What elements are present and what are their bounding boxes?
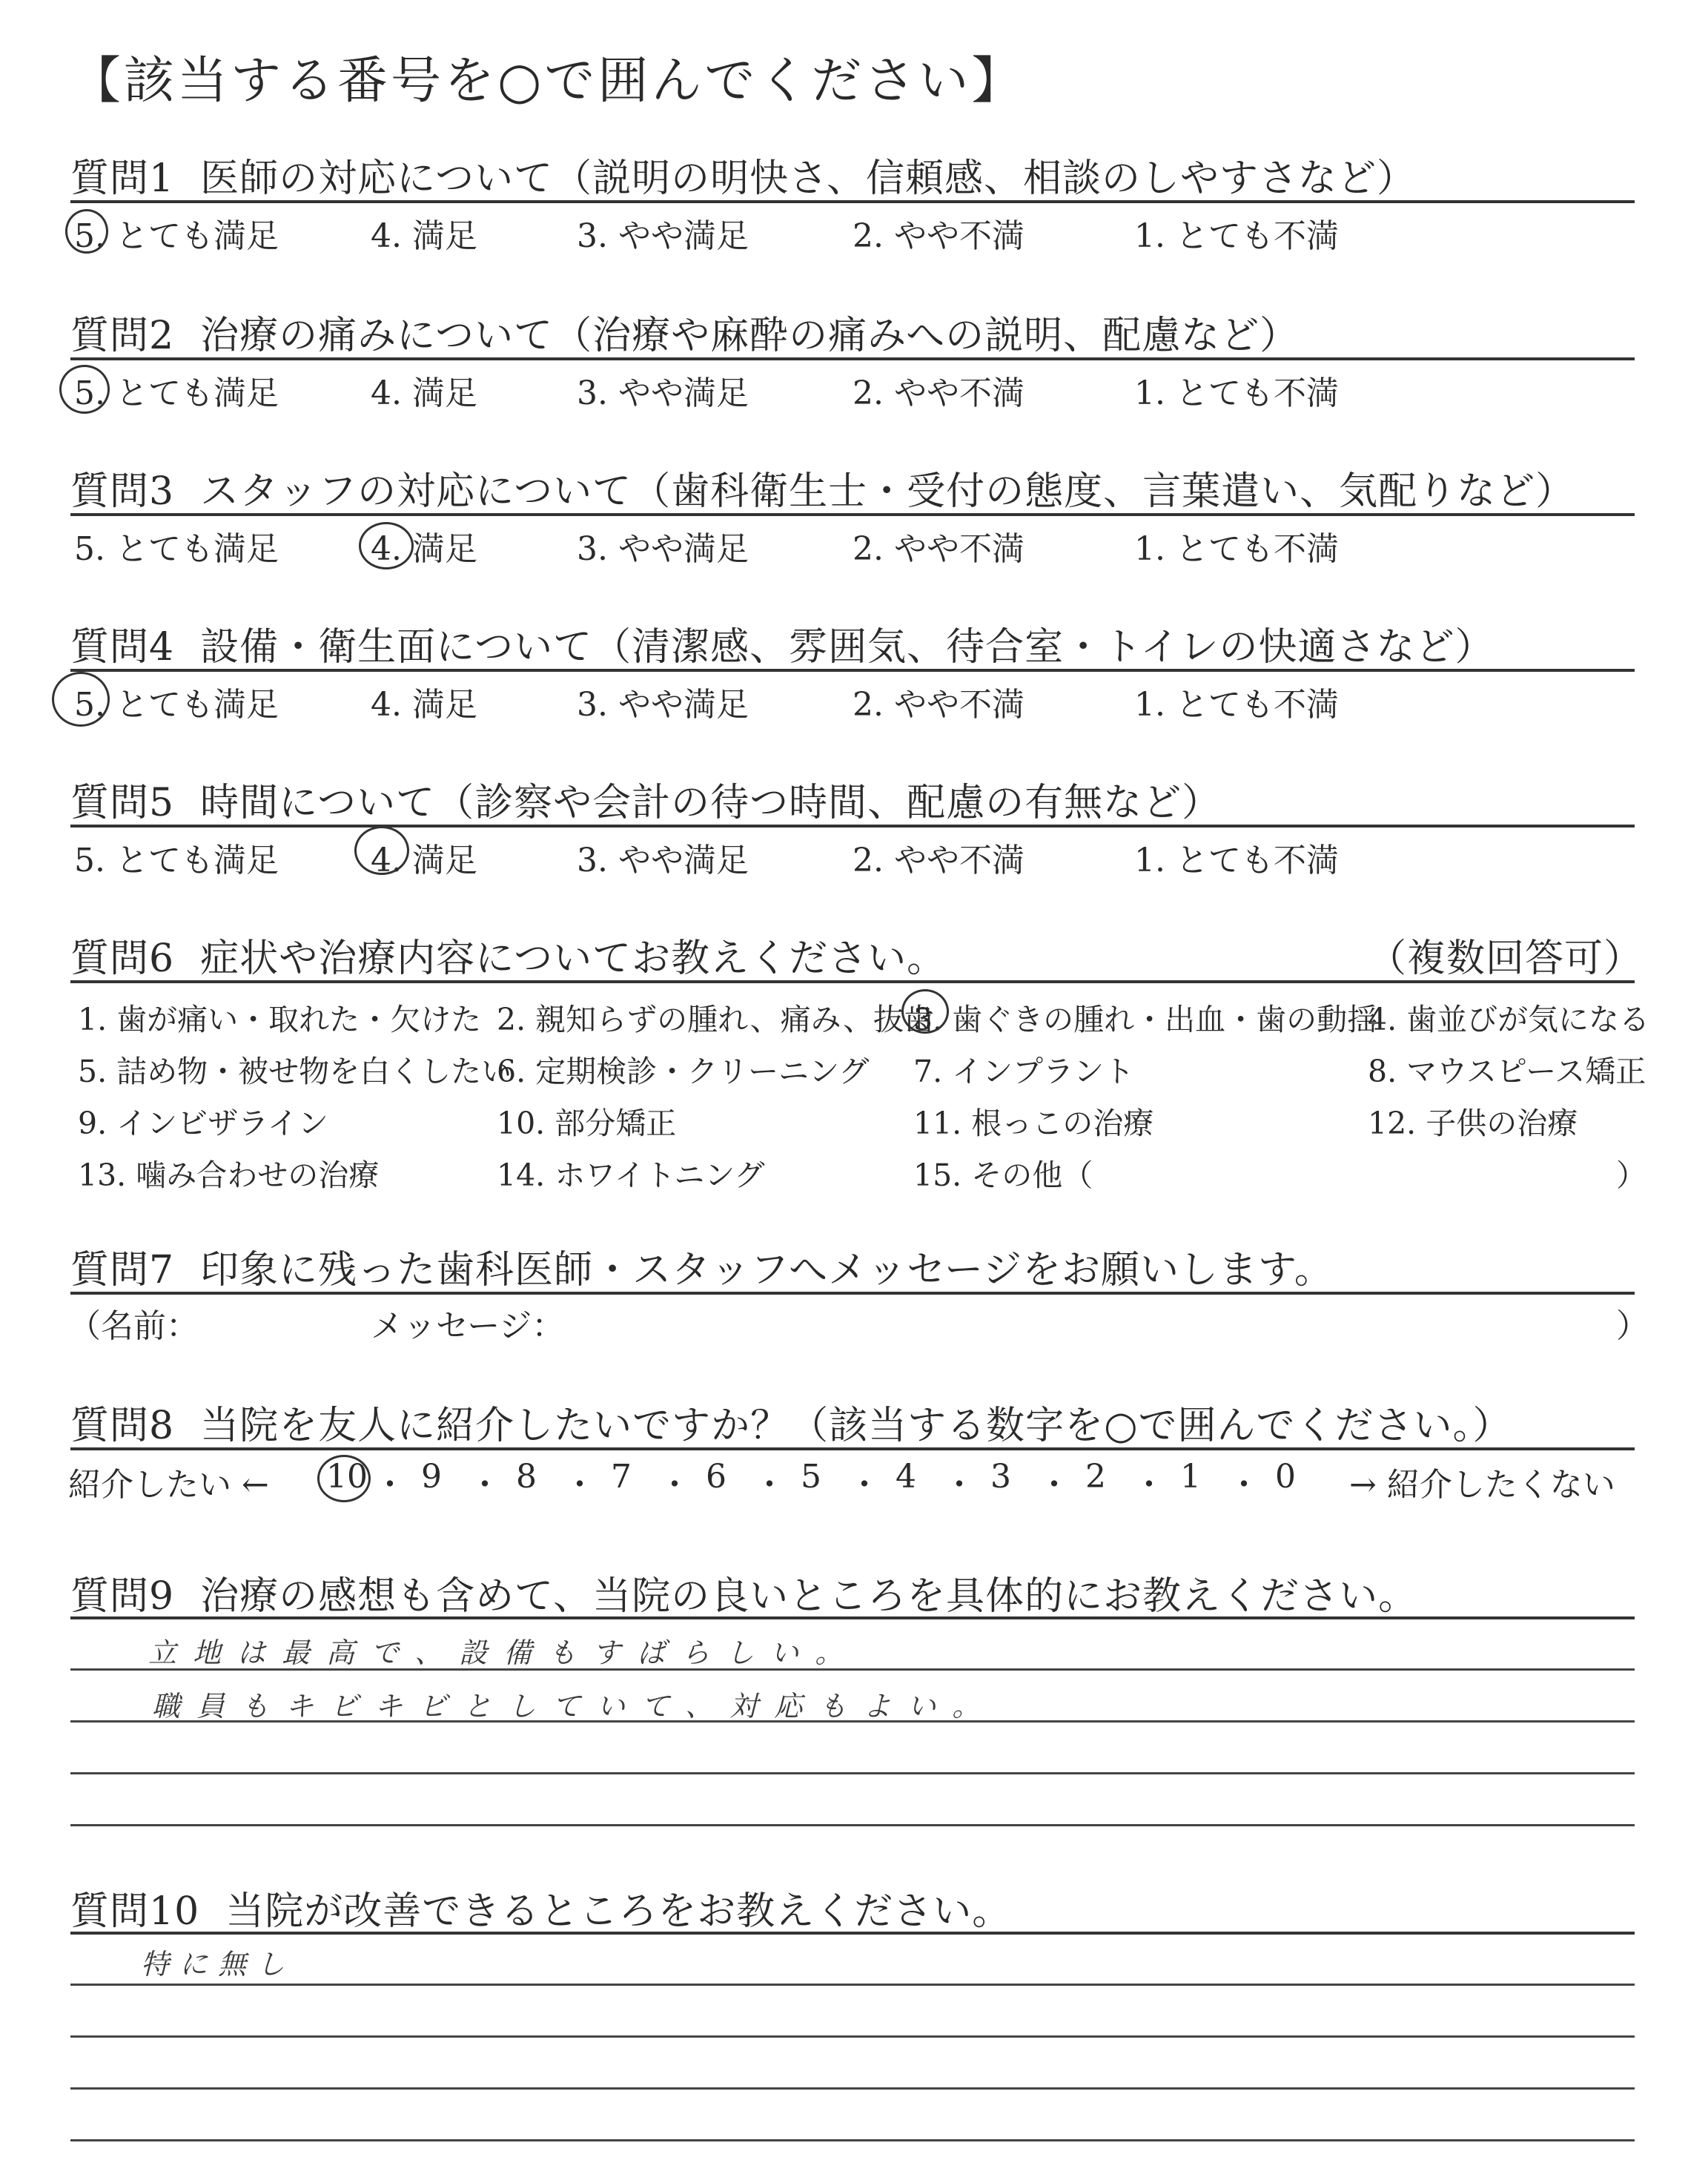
q8-scale-value-3[interactable]: 3 — [990, 1458, 1011, 1496]
q2-selection-circle — [59, 365, 110, 414]
q6-rule — [70, 980, 1635, 983]
q8-rule — [70, 1447, 1635, 1450]
q9-answer-line-3 — [70, 1772, 1635, 1774]
q6-option-4[interactable]: 4. 歯並びが気になる — [1368, 1002, 1650, 1037]
q9-text: 治療の感想も含めて、当院の良いところを具体的にお教えください。 — [200, 1574, 1418, 1619]
q6-note: （複数回答可） — [1368, 937, 1644, 981]
q8-scale-separator: ・ — [563, 1466, 596, 1504]
q6-option-1[interactable]: 1. 歯が痛い・取れた・欠けた — [78, 1002, 482, 1037]
q2-option-4[interactable]: 4. 満足 — [371, 374, 477, 412]
q8-scale-separator: ・ — [753, 1466, 786, 1504]
q6-option-13[interactable]: 13. 噛み合わせの治療 — [78, 1157, 380, 1193]
q7-text: 印象に残った歯科医師・スタッフへメッセージをお願いします。 — [200, 1248, 1334, 1292]
q6-option-12[interactable]: 12. 子供の治療 — [1368, 1106, 1578, 1141]
q5-selection-circle — [354, 826, 409, 875]
q7-heading — [70, 1238, 1334, 1294]
q4-rule — [70, 669, 1635, 672]
q6-option-10[interactable]: 10. 部分矯正 — [497, 1106, 677, 1141]
q10-text: 当院が改善できるところをお教えください。 — [225, 1889, 1012, 1934]
q5-text: 時間について（診察や会計の待つ時間、配慮の有無など） — [200, 781, 1222, 825]
q5-label: 質問5 — [70, 781, 175, 825]
q10-answer-line-2 — [70, 2035, 1635, 2038]
q3-option-2[interactable]: 2. やや不満 — [853, 530, 1025, 568]
q6-option-2[interactable]: 2. 親知らずの腫れ、痛み、抜歯 — [497, 1002, 935, 1037]
q8-scale-separator: ・ — [1228, 1466, 1260, 1504]
q3-option-1[interactable]: 1. とても不満 — [1134, 530, 1339, 568]
q4-option-4[interactable]: 4. 満足 — [371, 686, 477, 724]
q8-scale-separator: ・ — [1133, 1466, 1165, 1504]
q5-rule — [70, 825, 1635, 828]
q8-scale-separator: ・ — [848, 1466, 881, 1504]
q9-handwritten-answer-2[interactable]: 職員もキビキビとしていて、対応もよい。 — [152, 1690, 997, 1723]
q8-scale-value-8[interactable]: 8 — [516, 1458, 537, 1496]
q5-option-5[interactable]: 5. とても満足 — [74, 842, 279, 879]
q4-option-5[interactable]: 5. とても満足 — [74, 686, 279, 724]
q6-option-11[interactable]: 11. 根っこの治療 — [913, 1106, 1154, 1141]
q8-heading — [70, 1394, 1512, 1450]
q6-option-3[interactable]: 3. 歯ぐきの腫れ・出血・歯の動揺 — [913, 1002, 1378, 1037]
q10-answer-line-3 — [70, 2087, 1635, 2090]
q3-heading — [70, 460, 1575, 515]
q10-rule — [70, 1932, 1635, 1935]
q2-heading — [70, 304, 1299, 360]
q6-other-close-paren: ） — [1616, 1157, 1646, 1193]
q9-rule — [70, 1616, 1635, 1619]
q1-rule — [70, 200, 1635, 203]
q8-left-label: 紹介したい ← — [68, 1466, 269, 1504]
q1-text: 医師の対応について（説明の明快さ、信頼感、相談のしやすさなど） — [200, 156, 1417, 201]
q1-option-1[interactable]: 1. とても不満 — [1134, 217, 1339, 255]
q9-handwritten-answer-1[interactable]: 立地は最高で、設備もすばらしい。 — [148, 1636, 860, 1669]
q3-label: 質問3 — [70, 469, 175, 514]
q5-option-2[interactable]: 2. やや不満 — [853, 842, 1025, 879]
q1-option-4[interactable]: 4. 満足 — [371, 217, 477, 255]
q8-scale-value-0[interactable]: 0 — [1275, 1458, 1296, 1496]
q8-scale-separator: ・ — [943, 1466, 976, 1504]
q8-label: 質問8 — [70, 1404, 175, 1448]
q6-option-9[interactable]: 9. インビザライン — [78, 1106, 328, 1141]
q5-heading — [70, 771, 1221, 827]
q4-label: 質問4 — [70, 625, 175, 670]
q8-scale-value-5[interactable]: 5 — [801, 1458, 821, 1496]
q2-text: 治療の痛みについて（治療や麻酔の痛みへの説明、配慮など） — [200, 314, 1300, 358]
q7-close-paren: ） — [1616, 1307, 1649, 1345]
q2-option-2[interactable]: 2. やや不満 — [853, 374, 1025, 412]
q2-label: 質問2 — [70, 314, 175, 358]
q5-option-1[interactable]: 1. とても不満 — [1134, 842, 1339, 879]
q4-selection-circle — [52, 672, 110, 727]
q10-answer-line-1 — [70, 1984, 1635, 1986]
q6-option-14[interactable]: 14. ホワイトニング — [497, 1157, 765, 1193]
q8-scale-value-1[interactable]: 1 — [1180, 1458, 1201, 1496]
q8-text: 当院を友人に紹介したいですか？（該当する数字を○で囲んでください。） — [200, 1404, 1512, 1448]
q8-scale-separator: ・ — [374, 1466, 406, 1504]
q6-option-8[interactable]: 8. マウスピース矯正 — [1368, 1054, 1646, 1089]
q8-scale-separator: ・ — [469, 1466, 501, 1504]
q1-option-2[interactable]: 2. やや不満 — [853, 217, 1025, 255]
q6-selection-circle — [901, 989, 949, 1034]
q1-option-3[interactable]: 3. やや満足 — [577, 217, 749, 255]
q8-scale-value-4[interactable]: 4 — [896, 1458, 916, 1496]
q4-option-2[interactable]: 2. やや不満 — [853, 686, 1025, 724]
q3-rule — [70, 513, 1635, 516]
q4-option-1[interactable]: 1. とても不満 — [1134, 686, 1339, 724]
q7-label: 質問7 — [70, 1248, 175, 1292]
q6-text: 症状や治療内容についてお教えください。 — [200, 937, 947, 981]
q8-selection-circle — [317, 1455, 371, 1502]
q5-option-3[interactable]: 3. やや満足 — [577, 842, 749, 879]
q6-option-15[interactable]: 15. その他（ — [913, 1157, 1093, 1193]
q6-heading — [70, 927, 946, 982]
q6-option-5[interactable]: 5. 詰め物・被せ物を白くしたい — [78, 1054, 512, 1089]
q1-selection-circle — [65, 209, 108, 254]
q4-text: 設備・衛生面について（清潔感、雰囲気、待合室・トイレの快適さなど） — [200, 625, 1494, 670]
q9-heading — [70, 1565, 1417, 1620]
q6-option-7[interactable]: 7. インプラント — [913, 1054, 1135, 1089]
q8-scale-separator: ・ — [1038, 1466, 1070, 1504]
q4-heading — [70, 615, 1494, 671]
q7-rule — [70, 1292, 1635, 1295]
q10-handwritten-answer-1[interactable]: 特に無し — [141, 1948, 296, 1981]
q7-message-label: メッセージ： — [371, 1307, 565, 1345]
q2-option-5[interactable]: 5. とても満足 — [74, 374, 279, 412]
q6-option-6[interactable]: 6. 定期検診・クリーニング — [497, 1054, 870, 1089]
q8-right-label: → 紹介したくない — [1349, 1466, 1615, 1504]
page-title: 【該当する番号を○で囲んでください】 — [70, 52, 1025, 110]
q8-scale-value-2[interactable]: 2 — [1085, 1458, 1106, 1496]
q8-scale-value-7[interactable]: 7 — [611, 1458, 632, 1496]
q9-label: 質問9 — [70, 1574, 175, 1619]
q4-option-3[interactable]: 3. やや満足 — [577, 686, 749, 724]
q8-scale-value-10[interactable]: 10 — [326, 1458, 368, 1496]
q10-label: 質問10 — [70, 1889, 200, 1934]
q6-label: 質問6 — [70, 937, 175, 981]
q3-option-5[interactable]: 5. とても満足 — [74, 530, 279, 568]
q1-label: 質問1 — [70, 156, 175, 201]
q5-option-4[interactable]: 4. 満足 — [371, 842, 477, 879]
q2-option-1[interactable]: 1. とても不満 — [1134, 374, 1339, 412]
q10-answer-line-4 — [70, 2139, 1635, 2141]
q9-answer-line-4 — [70, 1824, 1635, 1826]
q10-heading — [70, 1880, 1011, 1935]
q8-scale-value-9[interactable]: 9 — [421, 1458, 442, 1496]
q1-heading — [70, 147, 1416, 202]
q7-name-label: （名前： — [68, 1307, 199, 1345]
q1-option-5[interactable]: 5. とても満足 — [74, 217, 279, 255]
q3-option-3[interactable]: 3. やや満足 — [577, 530, 749, 568]
q3-text: スタッフの対応について（歯科衛生士・受付の態度、言葉遣い、気配りなど） — [200, 469, 1575, 514]
q2-rule — [70, 357, 1635, 360]
q3-option-4[interactable]: 4. 満足 — [371, 530, 477, 568]
q2-option-3[interactable]: 3. やや満足 — [577, 374, 749, 412]
q3-selection-circle — [359, 522, 414, 569]
q8-scale-value-6[interactable]: 6 — [706, 1458, 726, 1496]
q8-scale-separator: ・ — [658, 1466, 691, 1504]
